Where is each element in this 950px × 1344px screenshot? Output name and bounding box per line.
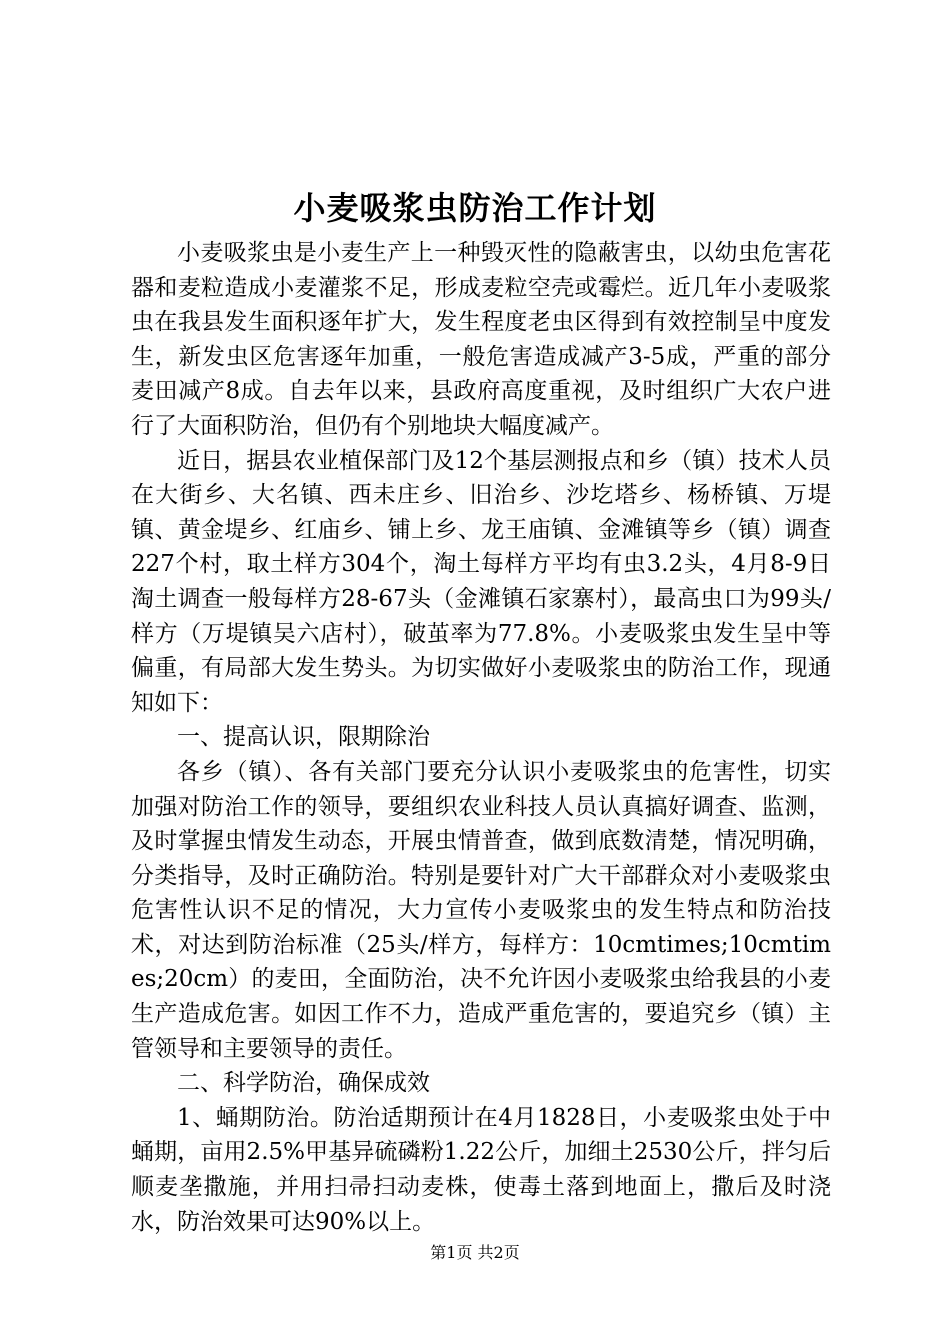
section-heading-2: 二、科学防治，确保成效 (177, 1070, 430, 1097)
paragraph-pupa-control: 1、蛹期防治。防治适期预计在4月1828日，小麦吸浆虫处于中蛹期，亩用2.5%甲基异硫磷粉1.22公斤，加细土2530公斤，拌匀后顺麦垄撒施，并用扫帚扫动麦株，使毒土落到地面上，撒后及时浇水，防治效果可达90%以上。 (131, 1104, 831, 1235)
paragraph-survey: 近日，据县农业植保部门及12个基层测报点和乡（镇）技术人员在大街乡、大名镇、西未庄乡、旧治乡、沙圪塔乡、杨桥镇、万堤镇、黄金堤乡、红庙乡、铺上乡、龙王庙镇、金滩镇等乡（镇）调查227个村，取土样方304个，淘土每样方平均有虫3.2头，4月8-9日淘土调查一般每样方28-67头（金滩镇石家寨村），最高虫口为99头/样方（万堤镇吴六店村），破茧率为77.8%。小麦吸浆虫发生呈中等偏重，有局部大发生势头。为切实做好小麦吸浆虫的防治工作，现通知如下： (131, 447, 831, 716)
page-footer: 第1页 共2页 (430, 1243, 520, 1262)
document-title: 小麦吸浆虫防治工作计划 (293, 189, 657, 227)
paragraph-intro: 小麦吸浆虫是小麦生产上一种毁灭性的隐蔽害虫，以幼虫危害花器和麦粒造成小麦灌浆不足，形成麦粒空壳或霉烂。近几年小麦吸浆虫在我县发生面积逐年扩大，发生程度老虫区得到有效控制呈中度发生，新发虫区危害逐年加重，一般危害造成减产3-5成，严重的部分麦田减产8成。自去年以来，县政府高度重视，及时组织广大农户进行了大面积防治，但仍有个别地块大幅度减产。 (131, 240, 831, 439)
document-body (131, 236, 831, 1239)
paragraph-awareness: 各乡（镇）、各有关部门要充分认识小麦吸浆虫的危害性，切实加强对防治工作的领导，要组织农业科技人员认真搞好调查、监测，及时掌握虫情发生动态，开展虫情普查，做到底数清楚，情况明确，分类指导，及时正确防治。特别是要针对广大干部群众对小麦吸浆虫危害性认识不足的情况，大力宣传小麦吸浆虫的发生特点和防治技术，对达到防治标准（25头/样方，每样方：10cmtimes;10cmtimes;20cm）的麦田，全面防治，决不允许因小麦吸浆虫给我县的小麦生产造成危害。如因工作不力，造成严重危害的，要追究乡（镇）主管领导和主要领导的责任。 (131, 758, 831, 1062)
section-heading-1: 一、提高认识，限期除治 (177, 724, 430, 751)
